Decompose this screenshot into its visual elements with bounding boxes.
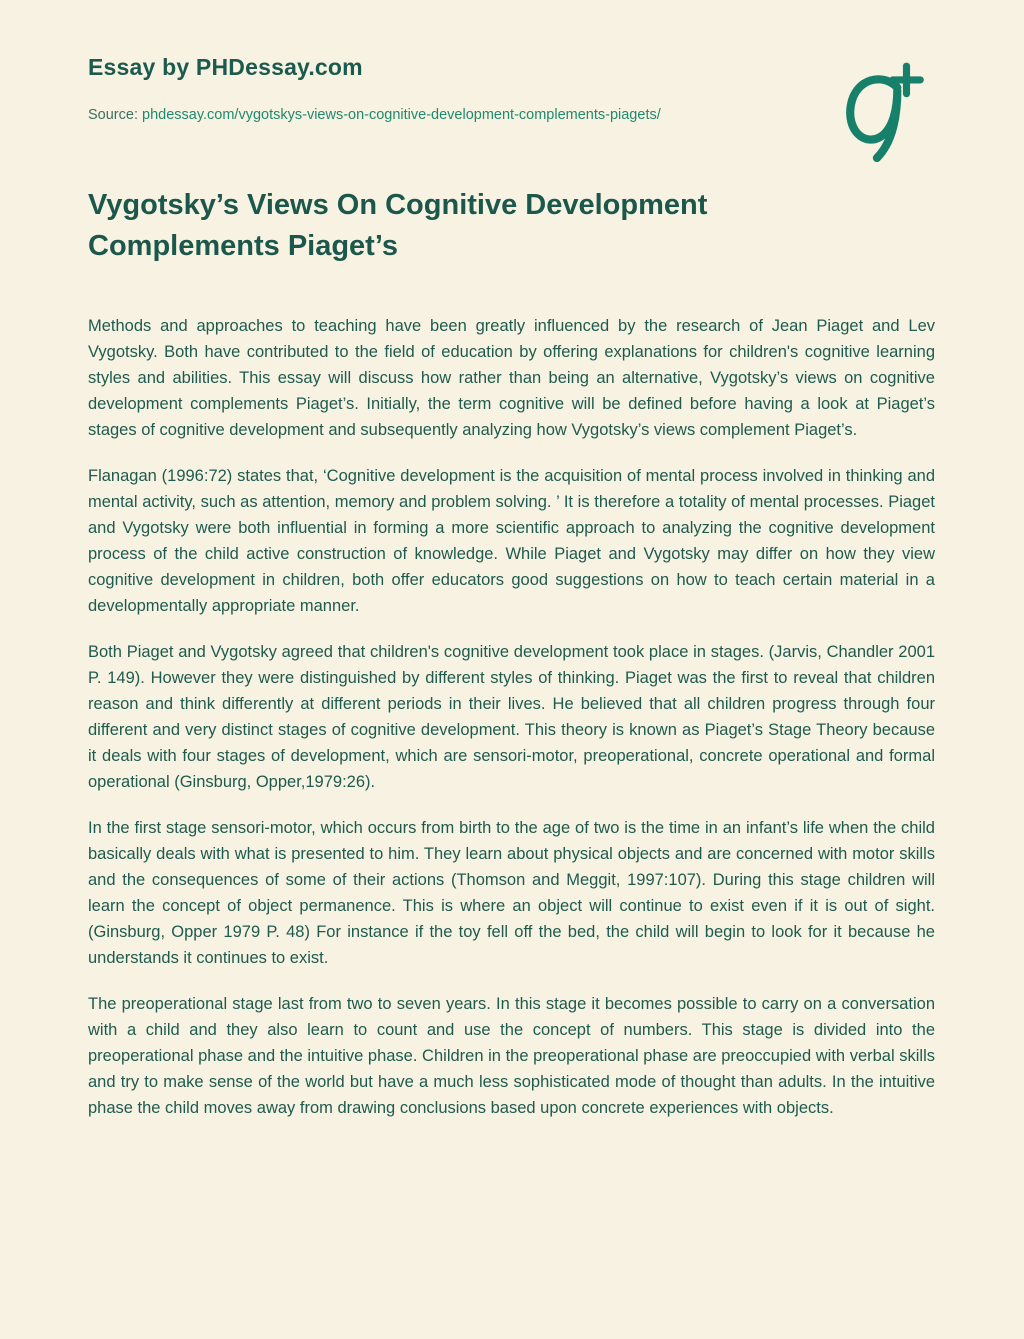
essay-paragraph: Both Piaget and Vygotsky agreed that children's cognitive development took place in stages. (Jarvis, Chandler 2001 P. 149). However they were distinguished by different styles of thinking. Piaget was the first to reveal that children reason and think differently at different periods in their lives. He believed that all children progress through four different and very distinct stages of cognitive development. This theory is known as Piaget’s Stage Theory because it deals with four stages of development, which are sensori-motor, preoperational, concrete operational and formal operational (Ginsburg, Opper,1979:26). [88,643,935,792]
essay-paragraph: Flanagan (1996:72) states that, ‘Cognitive development is the acquisition of mental process involved in thinking and mental activity, such as attention, memory and problem solving. ’ It is therefore a totality of mental processes. Piaget and Vygotsky were both influential in forming a more scientific approach to analyzing the cognitive development process of the child active construction of knowledge. While Piaget and Vygotsky may differ on how they view cognitive development in children, both offer educators good suggestions on how to teach certain material in a developmentally appropriate manner. [88,467,935,616]
source-line [88,107,935,123]
essay-title: Vygotsky’s Views On Cognitive Development Complements Piaget’s [88,189,708,263]
essay-body [88,313,935,1121]
essay-paragraph: The preoperational stage last from two to seven years. In this stage it becomes possible to carry on a conversation with a child and they also learn to count and use the concept of numbers. This stage is divided into the preoperational phase and the intuitive phase. Children in the preoperational phase are preoccupied with verbal skills and try to make sense of the world but have a much less sophisticated mode of thought than adults. In the intuitive phase the child moves away from drawing conclusions based upon concrete experiences with objects. [88,995,935,1118]
essay-paragraph: Methods and approaches to teaching have been greatly influenced by the research of Jean Piaget and Lev Vygotsky. Both have contributed to the field of education by offering explanations for children's cognitive learning styles and abilities. This essay will discuss how rather than being an alternative, Vygotsky’s views on cognitive development complements Piaget’s. Initially, the term cognitive will be defined before having a look at Piaget’s stages of cognitive development and subsequently analyzing how Vygotsky’s views complement Piaget’s. [88,317,935,440]
essay-paragraph: In the first stage sensori-motor, which occurs from birth to the age of two is the time in an infant’s life when the child basically deals with what is presented to him. They learn about physical objects and are concerned with motor skills and the consequences of some of their actions (Thomson and Meggit, 1997:107). During this stage children will learn the concept of object permanence. This is where an object will continue to exist even if it is out of sight. (Ginsburg, Opper 1979 P. 48) For instance if the toy fell off the bed, the child will begin to look for it because he understands it continues to exist. [88,819,935,968]
source-label: Source: [88,107,138,123]
site-title: Essay by PHDessay.com [88,54,363,80]
source-link[interactable]: phdessay.com/vygotskys-views-on-cognitive-development-complements-piagets/ [142,107,661,123]
